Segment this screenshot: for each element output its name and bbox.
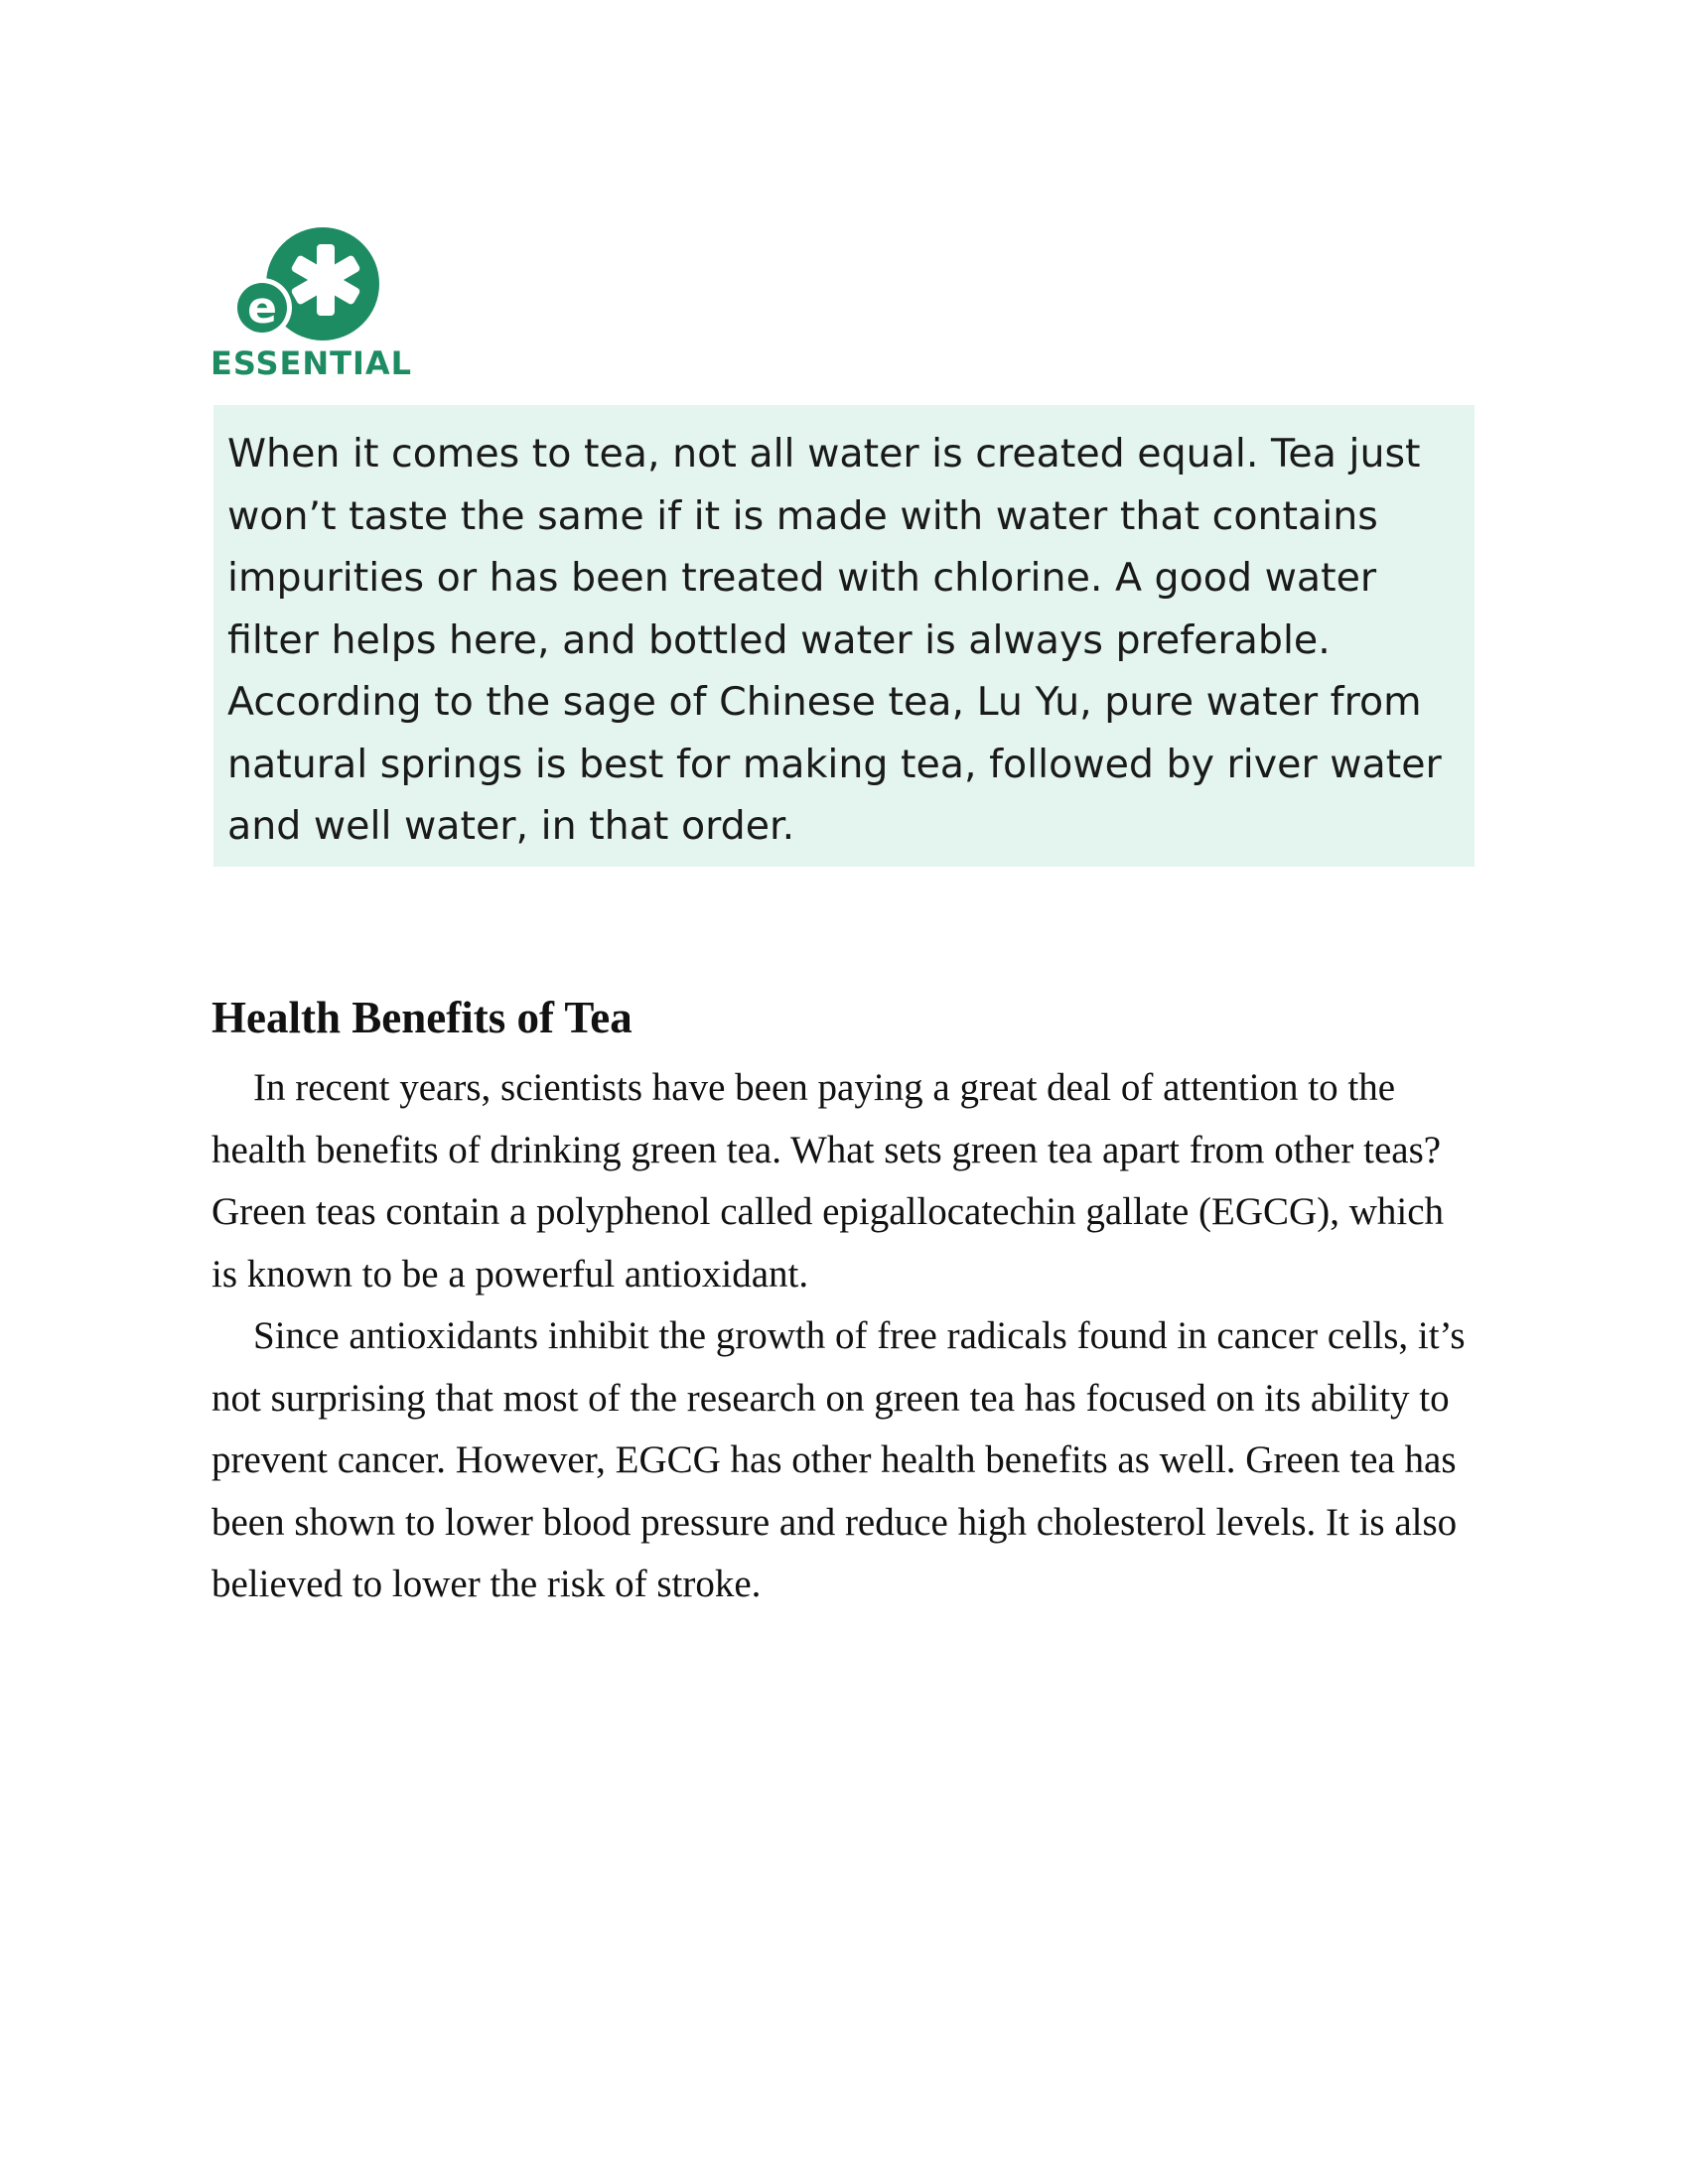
body-paragraph-2: Since antioxidants inhibit the growth of free radicals found in cancer cells, it’s not surprising that most of the research on green tea has focused on its ability to prevent cancer. However, EGCG has other health benefits as well. Green tea has been shown to lower blood pressure and reduce high cholesterol levels. It is also believed to lower the risk of stroke. <box>211 1314 1466 1605</box>
logo-wordmark: ESSENTIAL <box>211 344 413 382</box>
essential-tip-box <box>213 405 1475 867</box>
body-paragraph-1: In recent years, scientists have been paying a great deal of attention to the health benefits of drinking green tea. What sets green tea apart from other teas? Green teas contain a polyphenol called epigallocatechin gallate (EGCG), which is known to be a powerful antioxidant. <box>211 1066 1445 1296</box>
section-heading: Health Benefits of Tea <box>211 993 633 1042</box>
health-benefits-section <box>211 983 1477 1616</box>
tip-text: When it comes to tea, not all water is created equal. Tea just won’t taste the same if it is made with water that contains impurities or has been treated with chlorine. A good water filter helps here, and bottled water is always preferable. According to the sage of Chinese tea, Lu Yu, pure water from natural springs is best for making tea, followed by river water and well water, in that order. <box>227 431 1442 849</box>
essential-asterisk-icon <box>211 224 409 353</box>
svg-text:e: e <box>247 283 277 334</box>
essential-logo <box>211 224 413 385</box>
